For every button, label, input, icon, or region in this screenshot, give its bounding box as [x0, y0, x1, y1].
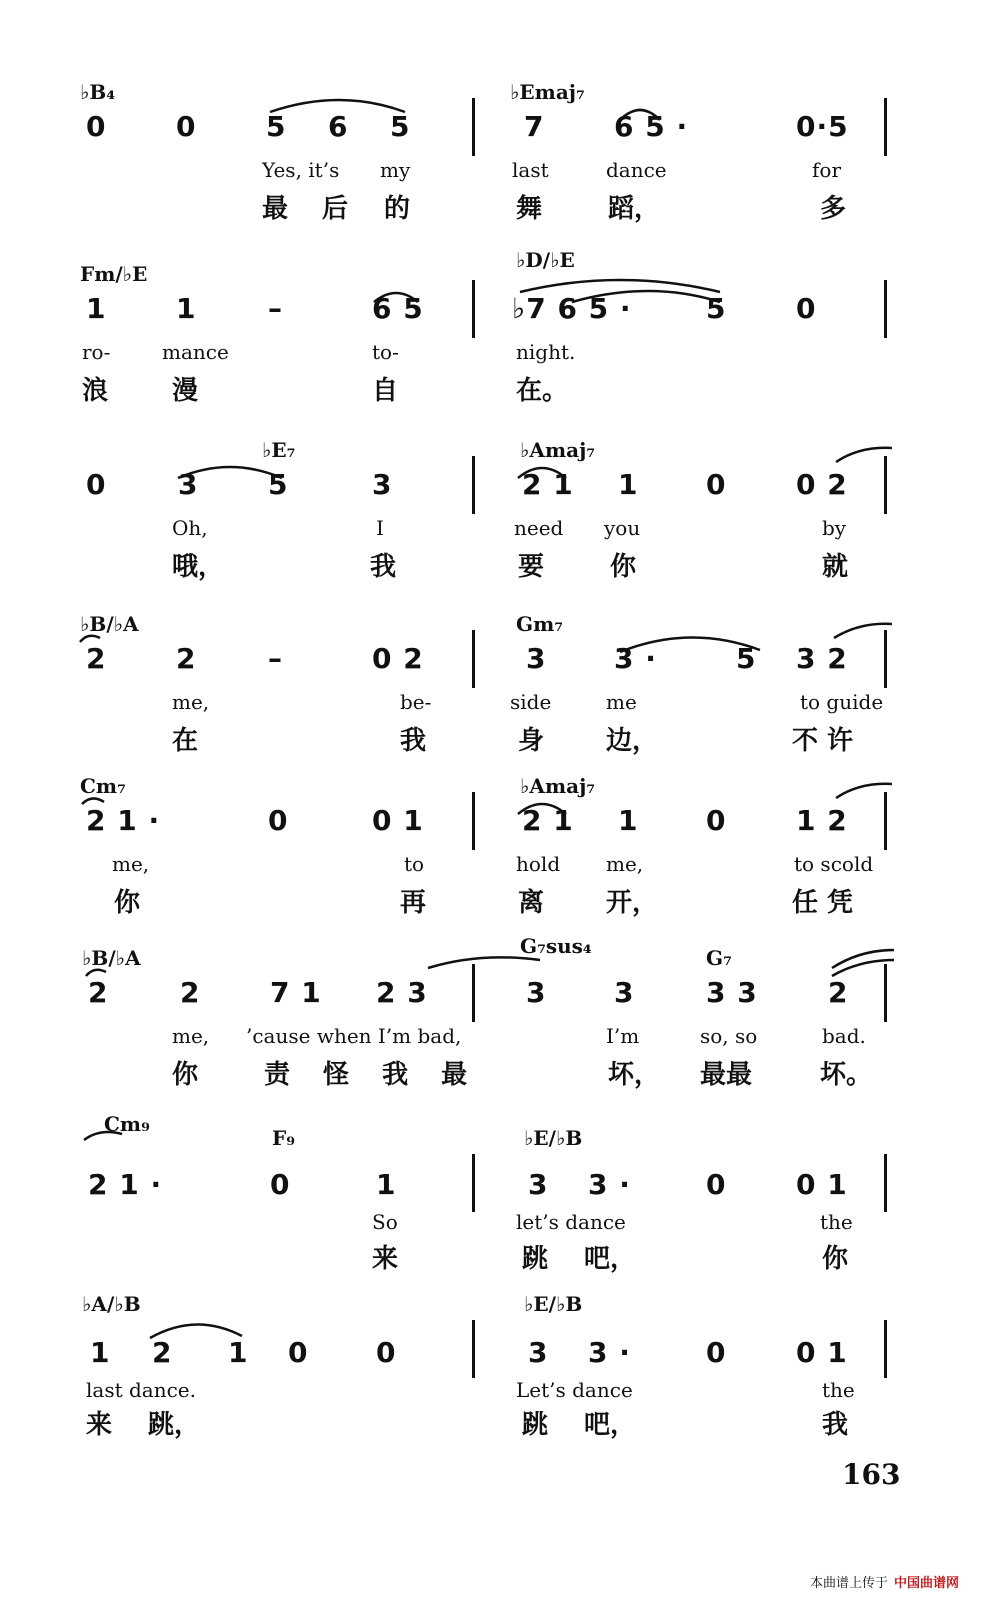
chinese-lyric: 最: [262, 194, 289, 224]
chord-label: ♭E₇: [262, 438, 296, 462]
english-lyric: mance: [162, 340, 229, 364]
english-lyric: bad.: [822, 1024, 866, 1048]
note: 5: [706, 292, 727, 325]
note: 2: [180, 976, 201, 1009]
note: 0: [376, 1336, 397, 1369]
note: 3: [528, 1336, 549, 1369]
english-lyric: be-: [400, 690, 432, 714]
chord-label: G₇: [706, 946, 732, 970]
note: 2: [88, 976, 109, 1009]
bar-line: [884, 792, 887, 850]
note: 1: [228, 1336, 249, 1369]
note: 0: [706, 804, 727, 837]
chord-label: Fm/♭E: [80, 262, 148, 286]
chinese-lyric: 的: [384, 194, 411, 224]
english-lyric: let’s dance: [516, 1210, 626, 1234]
note: 6 5 ·: [614, 110, 689, 143]
chinese-lyric: 坏，: [608, 1060, 661, 1090]
chinese-lyric: 跳: [522, 1244, 549, 1274]
chinese-lyric: 最最: [700, 1060, 753, 1090]
english-lyric: last: [512, 158, 549, 182]
chinese-lyric: 吧，: [584, 1410, 637, 1440]
note: 0: [268, 804, 289, 837]
chord-label: ♭D/♭E: [516, 248, 575, 272]
slur-marks: [0, 80, 1000, 180]
score-system-5: [0, 774, 1000, 954]
note: 0: [706, 1168, 727, 1201]
english-lyric: dance: [606, 158, 667, 182]
note: 6: [328, 110, 349, 143]
english-lyric: side: [510, 690, 552, 714]
note: 0: [288, 1336, 309, 1369]
note: 2 3: [376, 976, 428, 1009]
chinese-lyric: 你: [114, 888, 141, 918]
footer-site-name[interactable]: 中国曲谱网: [894, 1576, 960, 1591]
chord-label: Cm₉: [104, 1112, 150, 1136]
chinese-lyric: 舞: [516, 194, 543, 224]
chinese-lyric: 浪: [82, 376, 109, 406]
chinese-lyric: 任 凭: [792, 888, 854, 918]
english-lyric: Yes, it’s: [262, 158, 340, 182]
note: 2 1: [522, 468, 574, 501]
english-lyric: me,: [606, 852, 644, 876]
chinese-lyric: 边，: [606, 726, 659, 756]
english-lyric: me: [606, 690, 637, 714]
chord-label: ♭A/♭B: [82, 1292, 141, 1316]
english-lyric: to-: [372, 340, 399, 364]
score-system-3: [0, 438, 1000, 618]
chord-label: ♭E/♭B: [524, 1292, 583, 1316]
note: 3: [528, 1168, 549, 1201]
slur-marks: [0, 262, 1000, 362]
note: 0 1: [796, 1168, 848, 1201]
english-lyric: to guide: [800, 690, 884, 714]
note: 5: [390, 110, 411, 143]
chinese-lyric: 你: [822, 1244, 849, 1274]
bar-line: [472, 1154, 475, 1212]
note: 2: [176, 642, 197, 675]
chinese-lyric: 我: [370, 552, 397, 582]
note: 1: [176, 292, 197, 325]
chinese-lyric: 要: [518, 552, 545, 582]
score-system-6: [0, 934, 1000, 1126]
score-system-2: [0, 248, 1000, 442]
note: 0: [706, 1336, 727, 1369]
chinese-lyric: 开，: [606, 888, 659, 918]
chinese-lyric: 坏。: [820, 1060, 873, 1090]
chinese-lyric: 漫: [172, 376, 199, 406]
english-lyric: so, so: [700, 1024, 758, 1048]
page-number: 163: [842, 1458, 901, 1491]
english-lyric: I: [376, 516, 384, 540]
bar-line: [884, 280, 887, 338]
english-lyric: by: [822, 516, 847, 540]
note: 5: [266, 110, 287, 143]
bar-line: [472, 1320, 475, 1378]
chinese-lyric: 离: [518, 888, 545, 918]
note: 7 1: [270, 976, 322, 1009]
chinese-lyric: 跳，: [148, 1410, 201, 1440]
chinese-lyric: 蹈，: [608, 194, 661, 224]
note: 1: [86, 292, 107, 325]
english-lyric: me,: [172, 690, 210, 714]
english-lyric: you: [604, 516, 641, 540]
note: 0·5: [796, 110, 849, 143]
bar-line: [884, 98, 887, 156]
note: 3: [178, 468, 199, 501]
english-lyric: to scold: [794, 852, 874, 876]
score-system-7: [0, 1112, 1000, 1292]
note: 7: [524, 110, 545, 143]
english-lyric: ’cause when I’m bad,: [246, 1024, 462, 1048]
chinese-lyric: 后: [322, 194, 349, 224]
note: 5: [736, 642, 757, 675]
note: 0: [796, 292, 817, 325]
chinese-lyric: 哦，: [172, 552, 225, 582]
score-system-8: [0, 1292, 1000, 1472]
score-system-4: [0, 612, 1000, 792]
note: –: [268, 292, 283, 325]
slur-marks: [0, 438, 1000, 538]
note: 2: [86, 642, 107, 675]
bar-line: [884, 1154, 887, 1212]
note: 3 3: [706, 976, 758, 1009]
note: 0: [176, 110, 197, 143]
note: 0: [270, 1168, 291, 1201]
english-lyric: hold: [516, 852, 561, 876]
note: 1: [90, 1336, 111, 1369]
note: 1: [618, 804, 639, 837]
chord-label: ♭B/♭A: [82, 946, 141, 970]
chinese-lyric: 我: [822, 1410, 849, 1440]
note: 5: [268, 468, 289, 501]
chinese-lyric: 多: [820, 194, 847, 224]
chinese-lyric: 不 许: [792, 726, 854, 756]
chinese-lyric: 身: [518, 726, 545, 756]
english-lyric: me,: [172, 1024, 210, 1048]
chord-label: ♭Amaj₇: [520, 774, 596, 798]
english-lyric: me,: [112, 852, 150, 876]
note: 1 2: [796, 804, 848, 837]
chord-label: G₇sus₄: [520, 934, 592, 958]
chinese-lyric: 你: [610, 552, 637, 582]
chinese-lyric: 我: [400, 726, 427, 756]
english-lyric: for: [812, 158, 842, 182]
note: 2: [152, 1336, 173, 1369]
chinese-lyric: 再: [400, 888, 427, 918]
note: 3: [614, 976, 635, 1009]
chord-label: ♭E/♭B: [524, 1126, 583, 1150]
bar-line: [472, 792, 475, 850]
chinese-lyric: 在: [172, 726, 199, 756]
note: 3: [526, 642, 547, 675]
note: 0 2: [796, 468, 848, 501]
chord-label: Gm₇: [516, 612, 564, 636]
english-lyric: my: [380, 158, 411, 182]
bar-line: [472, 630, 475, 688]
english-lyric: So: [372, 1210, 398, 1234]
note: 0: [86, 468, 107, 501]
english-lyric: last dance.: [86, 1378, 196, 1402]
chord-label: ♭Amaj₇: [520, 438, 596, 462]
bar-line: [884, 964, 887, 1022]
note: 3: [372, 468, 393, 501]
english-lyric: the: [820, 1210, 853, 1234]
bar-line: [884, 456, 887, 514]
chord-label: F₉: [272, 1126, 295, 1150]
note: 0: [706, 468, 727, 501]
note: 2 1 ·: [86, 804, 161, 837]
slur-marks: [0, 1292, 1000, 1392]
score-system-1: [0, 80, 1000, 260]
bar-line: [472, 964, 475, 1022]
chinese-lyric: 就: [822, 552, 849, 582]
english-lyric: need: [514, 516, 564, 540]
english-lyric: night.: [516, 340, 576, 364]
chord-label: ♭Emaj₇: [510, 80, 585, 104]
note: ♭7 6 5 ·: [512, 292, 632, 325]
note: 3 ·: [588, 1336, 631, 1369]
note: 3 ·: [588, 1168, 631, 1201]
bar-line: [884, 1320, 887, 1378]
chinese-lyric: 自: [372, 376, 399, 406]
english-lyric: Let’s dance: [516, 1378, 633, 1402]
bar-line: [472, 98, 475, 156]
bar-line: [472, 280, 475, 338]
chord-label: Cm₇: [80, 774, 126, 798]
footer-watermark: [810, 1572, 959, 1591]
english-lyric: Oh,: [172, 516, 208, 540]
note: 3 2: [796, 642, 848, 675]
chinese-lyric: 责 怪 我 最: [264, 1060, 480, 1090]
chinese-lyric: 你: [172, 1060, 199, 1090]
chinese-lyric: 来: [372, 1244, 399, 1274]
note: 2 1 ·: [88, 1168, 163, 1201]
chord-label: ♭B₄: [80, 80, 116, 104]
note: 0: [86, 110, 107, 143]
english-lyric: to: [404, 852, 425, 876]
note: 1: [618, 468, 639, 501]
note: 6 5: [372, 292, 424, 325]
note: 3 ·: [614, 642, 657, 675]
note: 1: [376, 1168, 397, 1201]
chinese-lyric: 来: [86, 1410, 113, 1440]
note: 3: [526, 976, 547, 1009]
english-lyric: the: [822, 1378, 855, 1402]
chinese-lyric: 吧，: [584, 1244, 637, 1274]
english-lyric: ro-: [82, 340, 111, 364]
note: 0 2: [372, 642, 424, 675]
english-lyric: I’m: [606, 1024, 640, 1048]
note: 0 1: [372, 804, 424, 837]
note: 0 1: [796, 1336, 848, 1369]
chinese-lyric: 跳: [522, 1410, 549, 1440]
note: –: [268, 642, 283, 675]
note: 2: [828, 976, 849, 1009]
footer-text: 本曲谱上传于: [810, 1576, 889, 1591]
chord-label: ♭B/♭A: [80, 612, 139, 636]
bar-line: [472, 456, 475, 514]
bar-line: [884, 630, 887, 688]
note: 2 1: [522, 804, 574, 837]
chinese-lyric: 在。: [516, 376, 569, 406]
